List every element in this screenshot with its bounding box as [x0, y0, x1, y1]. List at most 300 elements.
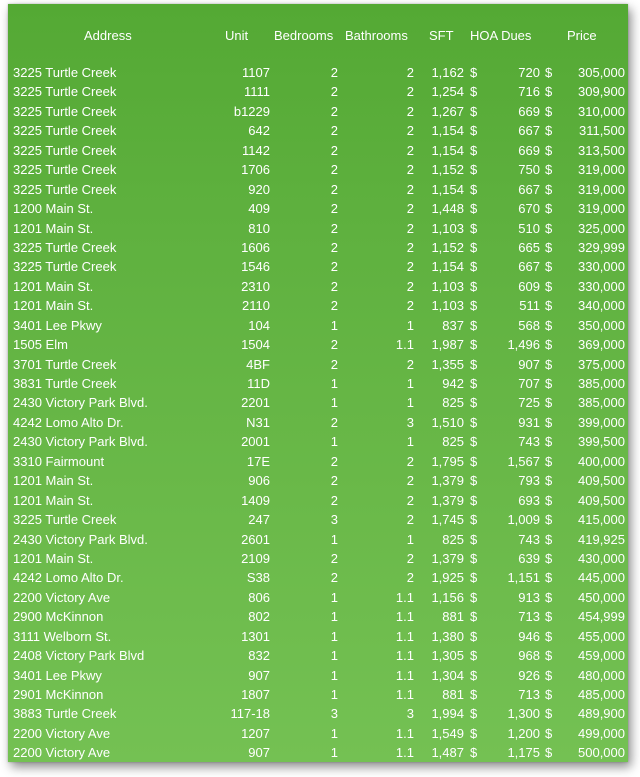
- table-row: [8, 335, 628, 354]
- table-row: [8, 568, 628, 587]
- hoa-currency-symbol: $: [470, 84, 478, 100]
- sft-cell: 825: [442, 434, 464, 450]
- price-currency-symbol: $: [545, 570, 553, 586]
- table-row: [8, 646, 628, 665]
- price-cell: 485,000: [578, 687, 625, 702]
- bedrooms-cell: 2: [330, 550, 338, 566]
- header-unit: Unit: [225, 28, 249, 43]
- address-cell: 3225 Turtle Creek: [13, 181, 117, 197]
- hoa-currency-symbol: $: [470, 337, 478, 353]
- unit-cell: 1207: [241, 725, 270, 741]
- price-cell: 450,000: [578, 589, 625, 605]
- price-cell: 310,000: [578, 103, 625, 119]
- sft-cell: 1,254: [431, 84, 464, 100]
- sft-cell: 1,154: [431, 259, 464, 275]
- price-currency-symbol: $: [545, 687, 553, 702]
- unit-cell: 2601: [241, 531, 270, 547]
- bathrooms-cell: 2: [406, 492, 414, 508]
- hoa-dues-cell: 968: [518, 648, 540, 664]
- unit-cell: 907: [248, 745, 270, 761]
- price-cell: 480,000: [578, 667, 625, 683]
- unit-cell: 1142: [242, 142, 270, 158]
- listings-table: [8, 4, 628, 762]
- sft-cell: 1,156: [431, 589, 464, 605]
- address-cell: 1201 Main St.: [13, 298, 94, 314]
- unit-cell: 1706: [241, 162, 270, 178]
- hoa-dues-cell: 1,009: [507, 512, 540, 528]
- price-cell: 399,500: [578, 434, 625, 450]
- hoa-currency-symbol: $: [470, 376, 478, 391]
- unit-cell: 832: [248, 648, 270, 664]
- price-cell: 415,000: [578, 512, 625, 528]
- sft-cell: 1,487: [431, 745, 464, 761]
- price-currency-symbol: $: [545, 667, 553, 683]
- header-bathrooms: Bathrooms: [345, 28, 408, 43]
- sft-cell: 1,103: [431, 278, 464, 294]
- price-currency-symbol: $: [545, 356, 553, 372]
- address-cell: 2430 Victory Park Blvd.: [13, 531, 148, 547]
- hoa-currency-symbol: $: [470, 278, 478, 294]
- bedrooms-cell: 2: [330, 142, 338, 158]
- table-row: [8, 277, 628, 296]
- price-currency-symbol: $: [545, 725, 553, 741]
- price-currency-symbol: $: [545, 628, 553, 644]
- hoa-dues-cell: 1,175: [507, 745, 540, 761]
- bathrooms-cell: 2: [406, 162, 414, 178]
- sft-cell: 1,355: [431, 356, 464, 372]
- unit-cell: 1606: [241, 239, 270, 255]
- hoa-currency-symbol: $: [470, 687, 478, 702]
- address-cell: 3401 Lee Pkwy: [13, 317, 102, 333]
- unit-cell: 11D: [247, 376, 270, 391]
- sft-cell: 1,154: [431, 181, 464, 197]
- hoa-currency-symbol: $: [470, 745, 478, 761]
- address-cell: 3225 Turtle Creek: [13, 103, 117, 119]
- sft-cell: 1,379: [431, 492, 464, 508]
- hoa-dues-cell: 743: [518, 531, 540, 547]
- price-cell: 499,000: [578, 725, 625, 741]
- bathrooms-cell: 2: [406, 550, 414, 566]
- table-row: [8, 491, 628, 510]
- hoa-dues-cell: 609: [518, 278, 540, 294]
- price-currency-symbol: $: [545, 648, 553, 664]
- bathrooms-cell: 2: [406, 512, 414, 528]
- hoa-dues-cell: 1,300: [507, 706, 540, 722]
- sft-cell: 1,103: [431, 220, 464, 236]
- hoa-currency-symbol: $: [470, 589, 478, 605]
- price-currency-symbol: $: [545, 473, 553, 489]
- unit-cell: 802: [248, 609, 270, 625]
- address-cell: 3225 Turtle Creek: [13, 65, 117, 80]
- unit-cell: 4BF: [246, 356, 270, 372]
- hoa-currency-symbol: $: [470, 628, 478, 644]
- price-cell: 459,000: [578, 648, 625, 664]
- price-cell: 350,000: [578, 317, 625, 333]
- address-cell: 3225 Turtle Creek: [13, 84, 117, 100]
- hoa-dues-cell: 568: [518, 317, 540, 333]
- price-cell: 445,000: [578, 570, 625, 586]
- price-currency-symbol: $: [545, 337, 553, 353]
- price-currency-symbol: $: [545, 609, 553, 625]
- bedrooms-cell: 2: [330, 259, 338, 275]
- hoa-dues-cell: 713: [518, 687, 540, 702]
- unit-cell: 247: [248, 512, 270, 528]
- table-row: [8, 607, 628, 626]
- price-cell: 400,000: [578, 453, 625, 469]
- bathrooms-cell: 2: [406, 181, 414, 197]
- bedrooms-cell: 2: [330, 103, 338, 119]
- table-row: [8, 704, 628, 723]
- price-currency-symbol: $: [545, 220, 553, 236]
- bedrooms-cell: 1: [330, 376, 338, 391]
- table-body: [8, 63, 628, 763]
- hoa-dues-cell: 725: [518, 395, 540, 411]
- price-currency-symbol: $: [545, 298, 553, 314]
- hoa-currency-symbol: $: [470, 162, 478, 178]
- bathrooms-cell: 2: [406, 453, 414, 469]
- table-row: [8, 724, 628, 743]
- header-bedrooms: Bedrooms: [274, 28, 334, 43]
- unit-cell: 642: [248, 123, 270, 139]
- price-currency-symbol: $: [545, 395, 553, 411]
- table-row: [8, 219, 628, 238]
- hoa-dues-cell: 1,567: [507, 453, 540, 469]
- bathrooms-cell: 1: [406, 395, 414, 411]
- bedrooms-cell: 2: [330, 414, 338, 430]
- table-row: [8, 530, 628, 549]
- hoa-currency-symbol: $: [470, 181, 478, 197]
- unit-cell: 806: [248, 589, 270, 605]
- unit-cell: 409: [248, 201, 270, 217]
- bedrooms-cell: 2: [330, 84, 338, 100]
- bedrooms-cell: 1: [330, 317, 338, 333]
- price-cell: 385,000: [578, 395, 625, 411]
- sft-cell: 1,925: [431, 570, 464, 586]
- hoa-dues-cell: 907: [518, 356, 540, 372]
- bedrooms-cell: 1: [330, 725, 338, 741]
- bedrooms-cell: 1: [330, 589, 338, 605]
- bathrooms-cell: 1: [406, 376, 414, 391]
- bathrooms-cell: 2: [406, 278, 414, 294]
- table-row: [8, 121, 628, 140]
- address-cell: 3111 Welborn St.: [13, 628, 112, 644]
- hoa-dues-cell: 669: [518, 142, 540, 158]
- table-row: [8, 141, 628, 160]
- bathrooms-cell: 1.1: [395, 745, 414, 761]
- sft-cell: 825: [442, 531, 464, 547]
- price-currency-symbol: $: [545, 259, 553, 275]
- header-price: Price: [567, 28, 597, 43]
- bedrooms-cell: 2: [330, 337, 338, 353]
- unit-cell: 1111: [243, 84, 270, 100]
- price-cell: 500,000: [578, 745, 625, 761]
- price-cell: 385,000: [578, 376, 625, 391]
- hoa-dues-cell: 639: [518, 550, 540, 566]
- sft-cell: 825: [442, 395, 464, 411]
- hoa-currency-symbol: $: [470, 512, 478, 528]
- address-cell: 3225 Turtle Creek: [13, 123, 117, 139]
- unit-cell: S38: [246, 570, 270, 586]
- bathrooms-cell: 3: [406, 414, 414, 430]
- hoa-currency-symbol: $: [470, 570, 478, 586]
- bedrooms-cell: 2: [330, 201, 338, 217]
- address-cell: 3701 Turtle Creek: [13, 356, 117, 372]
- unit-cell: 1409: [241, 492, 270, 508]
- unit-cell: 1504: [241, 337, 270, 353]
- hoa-currency-symbol: $: [470, 239, 478, 255]
- address-cell: 3883 Turtle Creek: [13, 706, 117, 722]
- table-row: [8, 627, 628, 646]
- address-cell: 3831 Turtle Creek: [13, 376, 117, 391]
- bedrooms-cell: 2: [330, 356, 338, 372]
- address-cell: 3310 Fairmount: [13, 453, 105, 469]
- price-cell: 319,000: [578, 181, 625, 197]
- table-row: [8, 160, 628, 179]
- unit-cell: 920: [248, 181, 270, 197]
- bathrooms-cell: 2: [406, 220, 414, 236]
- hoa-currency-symbol: $: [470, 65, 478, 80]
- hoa-currency-symbol: $: [470, 356, 478, 372]
- bedrooms-cell: 2: [330, 492, 338, 508]
- price-currency-symbol: $: [545, 745, 553, 761]
- hoa-dues-cell: 670: [518, 201, 540, 217]
- hoa-dues-cell: 743: [518, 434, 540, 450]
- bedrooms-cell: 2: [330, 570, 338, 586]
- address-cell: 4242 Lomo Alto Dr.: [13, 570, 124, 586]
- sft-cell: 1,162: [431, 65, 464, 80]
- sft-cell: 1,380: [431, 628, 464, 644]
- bathrooms-cell: 1: [406, 531, 414, 547]
- sft-cell: 1,987: [431, 337, 464, 353]
- price-currency-symbol: $: [545, 589, 553, 605]
- price-cell: 409,500: [578, 473, 625, 489]
- sft-cell: 1,745: [431, 512, 464, 528]
- header-sft: SFT: [429, 28, 454, 43]
- hoa-currency-symbol: $: [470, 453, 478, 469]
- bathrooms-cell: 1.1: [395, 589, 414, 605]
- bedrooms-cell: 3: [330, 706, 338, 722]
- hoa-currency-symbol: $: [470, 103, 478, 119]
- price-currency-symbol: $: [545, 201, 553, 217]
- hoa-currency-symbol: $: [470, 123, 478, 139]
- bathrooms-cell: 2: [406, 142, 414, 158]
- sft-cell: 1,154: [431, 142, 464, 158]
- hoa-currency-symbol: $: [470, 667, 478, 683]
- bedrooms-cell: 2: [330, 65, 338, 80]
- table-row: [8, 180, 628, 199]
- table-row: [8, 257, 628, 276]
- hoa-currency-symbol: $: [470, 298, 478, 314]
- sft-cell: 1,795: [431, 453, 464, 469]
- price-cell: 329,999: [578, 239, 625, 255]
- sft-cell: 881: [442, 687, 464, 702]
- price-cell: 375,000: [578, 356, 625, 372]
- bathrooms-cell: 2: [406, 356, 414, 372]
- hoa-dues-cell: 750: [518, 162, 540, 178]
- unit-cell: N31: [246, 414, 270, 430]
- hoa-dues-cell: 665: [518, 239, 540, 255]
- hoa-currency-symbol: $: [470, 473, 478, 489]
- sft-cell: 837: [442, 317, 464, 333]
- price-currency-symbol: $: [545, 123, 553, 139]
- bathrooms-cell: 1.1: [395, 609, 414, 625]
- hoa-currency-symbol: $: [470, 259, 478, 275]
- bathrooms-cell: 1.1: [395, 648, 414, 664]
- address-cell: 1201 Main St.: [13, 473, 94, 489]
- unit-cell: 810: [248, 220, 270, 236]
- bedrooms-cell: 2: [330, 453, 338, 469]
- hoa-currency-symbol: $: [470, 725, 478, 741]
- table-row: [8, 471, 628, 490]
- price-cell: 319,000: [578, 162, 625, 178]
- price-cell: 489,900: [578, 706, 625, 722]
- address-cell: 4242 Lomo Alto Dr.: [13, 414, 124, 430]
- hoa-currency-symbol: $: [470, 317, 478, 333]
- hoa-dues-cell: 1,151: [507, 570, 540, 586]
- hoa-currency-symbol: $: [470, 609, 478, 625]
- address-cell: 3225 Turtle Creek: [13, 239, 117, 255]
- address-cell: 1200 Main St.: [13, 201, 94, 217]
- table-row: [8, 413, 628, 432]
- price-cell: 325,000: [578, 220, 625, 236]
- address-cell: 2200 Victory Ave: [13, 589, 111, 605]
- table-row: [8, 393, 628, 412]
- bedrooms-cell: 2: [330, 473, 338, 489]
- price-cell: 454,999: [578, 609, 625, 625]
- bathrooms-cell: 1.1: [395, 667, 414, 683]
- bathrooms-cell: 1.1: [395, 725, 414, 741]
- bedrooms-cell: 2: [330, 298, 338, 314]
- hoa-dues-cell: 693: [518, 492, 540, 508]
- hoa-currency-symbol: $: [470, 434, 478, 450]
- address-cell: 1201 Main St.: [13, 220, 94, 236]
- price-cell: 305,000: [578, 65, 625, 80]
- unit-cell: 2310: [241, 278, 270, 294]
- price-cell: 409,500: [578, 492, 625, 508]
- bedrooms-cell: 3: [330, 512, 338, 528]
- sft-cell: 1,103: [431, 298, 464, 314]
- bathrooms-cell: 1: [406, 434, 414, 450]
- hoa-dues-cell: 793: [518, 473, 540, 489]
- price-cell: 330,000: [578, 278, 625, 294]
- sft-cell: 881: [442, 609, 464, 625]
- price-currency-symbol: $: [545, 84, 553, 100]
- table-row: [8, 296, 628, 315]
- price-cell: 313,500: [578, 142, 625, 158]
- table-row: [8, 316, 628, 335]
- hoa-currency-symbol: $: [470, 414, 478, 430]
- bedrooms-cell: 1: [330, 395, 338, 411]
- table-row: [8, 549, 628, 568]
- address-cell: 3225 Turtle Creek: [13, 259, 117, 275]
- bedrooms-cell: 1: [330, 667, 338, 683]
- hoa-currency-symbol: $: [470, 201, 478, 217]
- address-cell: 2430 Victory Park Blvd.: [13, 434, 148, 450]
- price-currency-symbol: $: [545, 434, 553, 450]
- bedrooms-cell: 1: [330, 745, 338, 761]
- bathrooms-cell: 1.1: [395, 628, 414, 644]
- price-cell: 309,900: [578, 84, 625, 100]
- bathrooms-cell: 2: [406, 570, 414, 586]
- unit-cell: 2109: [241, 550, 270, 566]
- sft-cell: 1,267: [431, 103, 464, 119]
- table-row: [8, 63, 628, 82]
- bedrooms-cell: 1: [330, 648, 338, 664]
- address-cell: 2200 Victory Ave: [13, 725, 111, 741]
- bathrooms-cell: 2: [406, 65, 414, 80]
- hoa-dues-cell: 510: [518, 220, 540, 236]
- price-currency-symbol: $: [545, 278, 553, 294]
- hoa-dues-cell: 926: [518, 667, 540, 683]
- price-currency-symbol: $: [545, 453, 553, 469]
- sft-cell: 1,152: [431, 239, 464, 255]
- bathrooms-cell: 2: [406, 473, 414, 489]
- price-cell: 430,000: [578, 550, 625, 566]
- price-cell: 311,500: [578, 123, 625, 139]
- price-cell: 399,000: [578, 414, 625, 430]
- price-cell: 369,000: [578, 337, 625, 353]
- hoa-currency-symbol: $: [470, 220, 478, 236]
- table-row: [8, 666, 628, 685]
- bedrooms-cell: 2: [330, 278, 338, 294]
- bedrooms-cell: 1: [330, 687, 338, 702]
- unit-cell: 907: [248, 667, 270, 683]
- bedrooms-cell: 1: [330, 531, 338, 547]
- hoa-dues-cell: 931: [518, 414, 540, 430]
- bathrooms-cell: 1.1: [395, 687, 414, 702]
- unit-cell: 2201: [241, 395, 270, 411]
- price-currency-symbol: $: [545, 512, 553, 528]
- table-row: [8, 374, 628, 393]
- price-currency-symbol: $: [545, 414, 553, 430]
- hoa-currency-symbol: $: [470, 142, 478, 158]
- hoa-dues-cell: 720: [518, 65, 540, 80]
- address-cell: 1505 Elm: [13, 337, 68, 353]
- unit-cell: 2110: [242, 298, 270, 314]
- hoa-dues-cell: 667: [518, 181, 540, 197]
- table-row: [8, 355, 628, 374]
- table-row: [8, 238, 628, 257]
- price-currency-symbol: $: [545, 65, 553, 80]
- price-cell: 330,000: [578, 259, 625, 275]
- sft-cell: 1,510: [431, 414, 464, 430]
- unit-cell: b1229: [233, 103, 270, 119]
- price-currency-symbol: $: [545, 239, 553, 255]
- header-hoa-dues: HOA Dues: [470, 28, 532, 43]
- bedrooms-cell: 2: [330, 220, 338, 236]
- address-cell: 2430 Victory Park Blvd.: [13, 395, 148, 411]
- bedrooms-cell: 2: [330, 162, 338, 178]
- bedrooms-cell: 2: [330, 181, 338, 197]
- hoa-dues-cell: 713: [518, 609, 540, 625]
- bathrooms-cell: 2: [406, 201, 414, 217]
- bathrooms-cell: 2: [406, 84, 414, 100]
- hoa-dues-cell: 511: [519, 298, 540, 314]
- unit-cell: 2001: [241, 434, 270, 450]
- bathrooms-cell: 2: [406, 103, 414, 119]
- price-cell: 340,000: [578, 298, 625, 314]
- table-row: [8, 432, 628, 451]
- sft-cell: 1,549: [431, 725, 464, 741]
- address-cell: 2408 Victory Park Blvd: [13, 648, 145, 664]
- address-cell: 3225 Turtle Creek: [13, 142, 117, 158]
- hoa-currency-symbol: $: [470, 395, 478, 411]
- address-cell: 1201 Main St.: [13, 278, 94, 294]
- table-row: [8, 588, 628, 607]
- address-cell: 3225 Turtle Creek: [13, 162, 117, 178]
- bedrooms-cell: 1: [330, 628, 338, 644]
- sft-cell: 1,154: [431, 123, 464, 139]
